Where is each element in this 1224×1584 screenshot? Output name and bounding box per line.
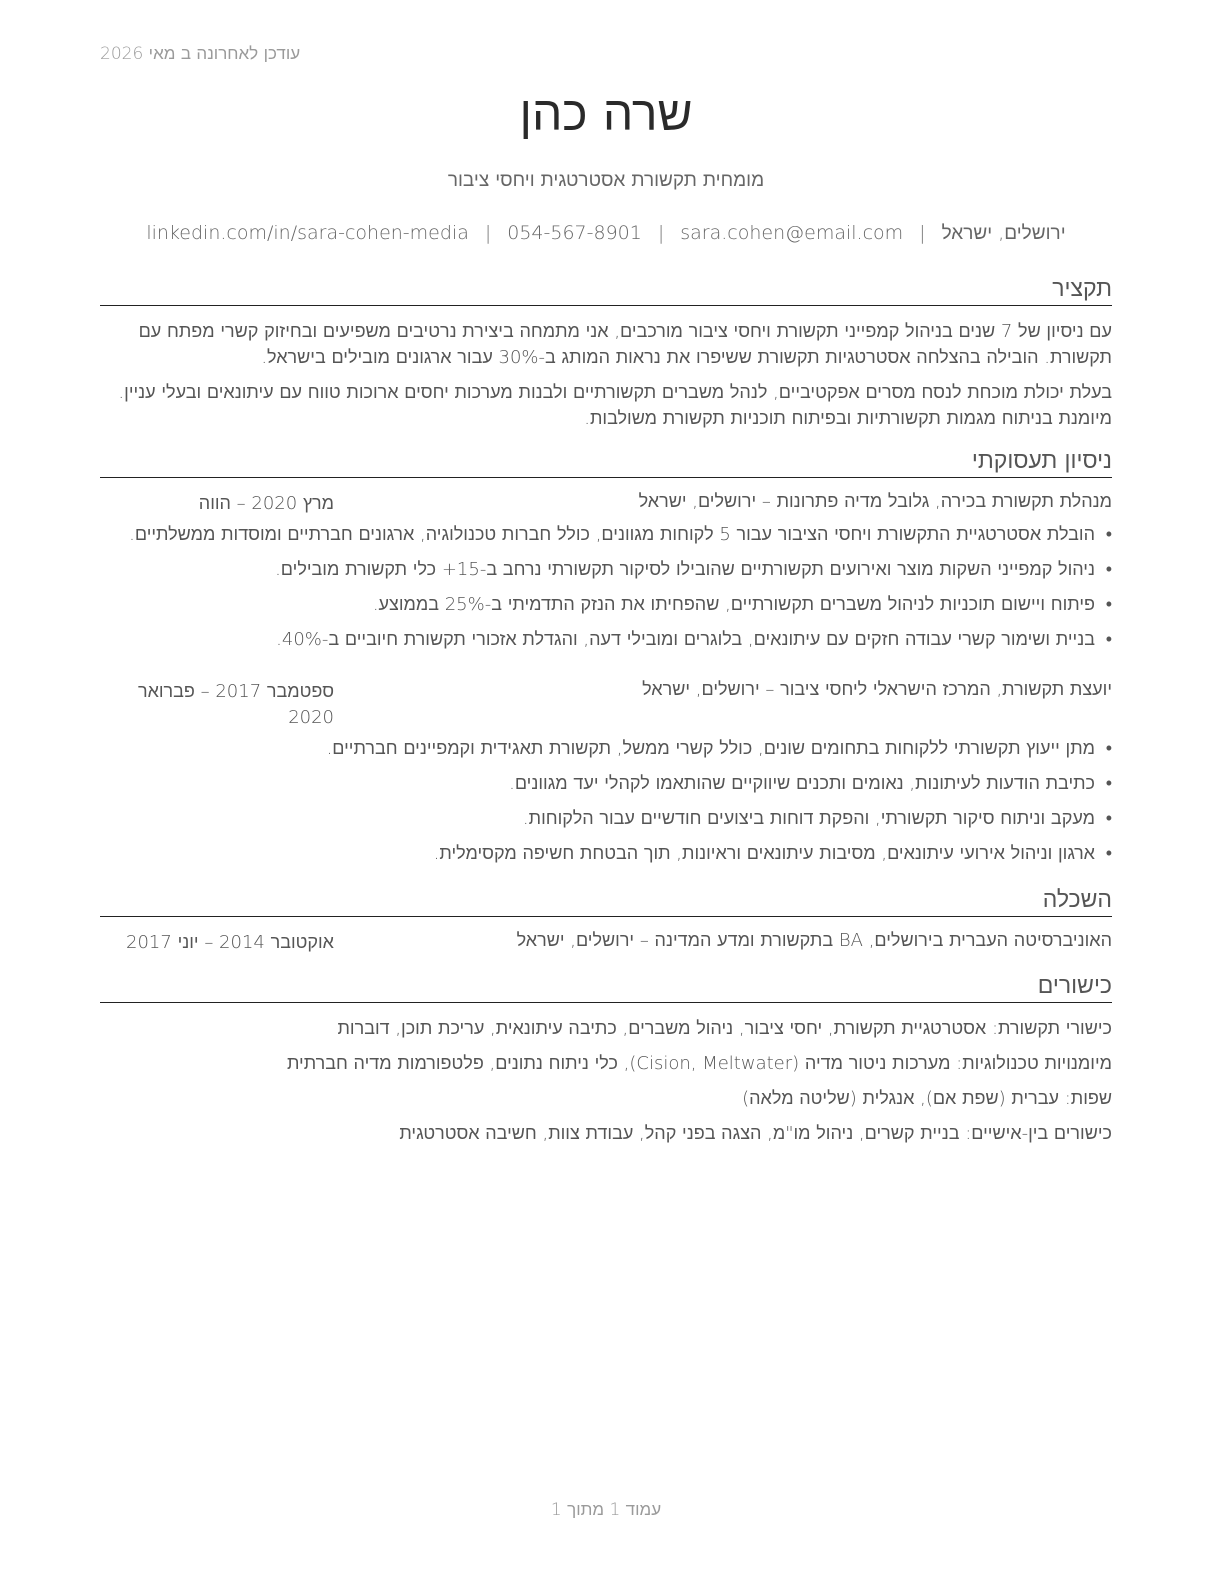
job-bullets xyxy=(100,736,1112,876)
skill-item: כישורים בין-אישיים: בניית קשרים, ניהול מו"מ, הצגה בפני קהל, עבודת צוות, חשיבה אסטרטגית xyxy=(399,1123,1112,1144)
contact-location: ירושלים, ישראל xyxy=(941,222,1066,244)
candidate-name: שרה כהן xyxy=(519,86,693,142)
contact-linkedin[interactable]: linkedin.com/in/sara-cohen-media xyxy=(146,222,469,244)
job-bullet: • מתן ייעוץ תקשורתי ללקוחות בתחומים שונים, כולל קשרי ממשל, תקשורת תאגידית וקמפיינים חברתיים. xyxy=(100,736,1112,771)
job-role: מנהלת תקשורת בכירה, גלובל מדיה פתרונות – ירושלים, ישראל xyxy=(638,491,1112,512)
job-header xyxy=(100,679,1112,728)
skills-list xyxy=(100,1016,1112,1156)
contact-line xyxy=(100,222,1112,245)
job-dates: ספטמבר 2017 – פברואר 2020 xyxy=(137,681,334,728)
skill-item: שפות: עברית (שפת אם), אנגלית (שליטה מלאה) xyxy=(742,1088,1112,1109)
job-bullet: • ניהול קמפייני השקות מוצר ואירועים תקשורתיים שהובילו לסיקור תקשורתי נרחב ב-15+ כלי תקשורת מובילים. xyxy=(100,557,1112,592)
candidate-title: מומחית תקשורת אסטרטגית ויחסי ציבור xyxy=(447,169,765,191)
contact-separator: | xyxy=(919,222,926,244)
job-header xyxy=(100,491,1112,517)
job-bullet: • כתיבת הודעות לעיתונות, נאומים ותכנים שיווקיים שהותאמו לקהלי יעד מגוונים. xyxy=(100,771,1112,806)
job-dates: מרץ 2020 – הווה xyxy=(198,493,334,514)
skills-heading: כישורים xyxy=(100,972,1112,1003)
contact-phone[interactable]: 054-567-8901 xyxy=(507,222,642,244)
summary-paragraph: עם ניסיון של 7 שנים בניהול קמפייני תקשורת ויחסי ציבור מורכבים, אני מתמחה ביצירת נרטיבים משפיעים ובחיזוק קשרי מפתח עם תקשורת. הובילה בהצלחה אסטרטגיות תקשורת ששיפרו את נראות המותג ב-30% עבור ארגונים מובילים בישראל. xyxy=(138,321,1112,368)
page-number: עמוד 1 מתוך 1 xyxy=(550,1500,662,1520)
job-bullets xyxy=(100,522,1112,662)
job-bullet: • הובלת אסטרטגיית התקשורת ויחסי הציבור עבור 5 לקוחות מגוונים, כולל חברות טכנולוגיה, ארגונים חברתיים ומוסדות ממשלתיים. xyxy=(100,522,1112,557)
job-bullet: • מעקב וניתוח סיקור תקשורתי, והפקת דוחות ביצועים חודשיים עבור הלקוחות. xyxy=(100,806,1112,841)
summary-heading: תקציר xyxy=(100,275,1112,306)
skill-item: כישורי תקשורת: אסטרטגיית תקשורת, יחסי ציבור, ניהול משברים, כתיבה עיתונאית, עריכת תוכן, דוברות xyxy=(337,1018,1112,1039)
contact-email[interactable]: sara.cohen@email.com xyxy=(680,222,904,244)
experience-heading: ניסיון תעסוקתי xyxy=(100,447,1112,478)
resume-page xyxy=(100,0,1112,1584)
job-role: יועצת תקשורת, המרכז הישראלי ליחסי ציבור – ירושלים, ישראל xyxy=(642,679,1112,700)
education-heading: השכלה xyxy=(100,886,1112,917)
summary-paragraph: בעלת יכולת מוכחת לנסח מסרים אפקטיביים, לנהל משברים תקשורתיים ולבנות מערכות יחסים ארוכות טווח עם עיתונאים ובעלי עניין. מיומנת בניתוח מגמות תקשורתיות ובפיתוח תוכניות תקשורת משולבות. xyxy=(118,382,1112,429)
contact-separator: | xyxy=(484,222,492,244)
education-institution: האוניברסיטה העברית בירושלים, BA בתקשורת ומדע המדינה – ירושלים, ישראל xyxy=(516,930,1112,951)
job-bullet: • ארגון וניהול אירועי עיתונאים, מסיבות עיתונאים וראיונות, תוך הבטחת חשיפה מקסימלית. xyxy=(100,841,1112,876)
job-bullet: • פיתוח ויישום תוכניות לניהול משברים תקשורתיים, שהפחיתו את הנזק התדמיתי ב-25% בממוצע. xyxy=(100,592,1112,627)
skill-item: מיומנויות טכנולוגיות: מערכות ניטור מדיה (Cision, Meltwater), כלי ניתוח נתונים, פלטפורמות מדיה חברתית xyxy=(286,1053,1112,1074)
job-bullet: • בניית ושימור קשרי עבודה חזקים עם עיתונאים, בלוגרים ומובילי דעה, והגדלת אזכורי תקשורת חיוביים ב-40%. xyxy=(100,627,1112,662)
last-updated-note: עודכן לאחרונה ב מאי 2026 xyxy=(100,44,301,64)
education-entry xyxy=(100,930,1112,956)
education-dates: אוקטובר 2014 – יוני 2017 xyxy=(126,932,334,953)
contact-separator: | xyxy=(657,222,665,244)
